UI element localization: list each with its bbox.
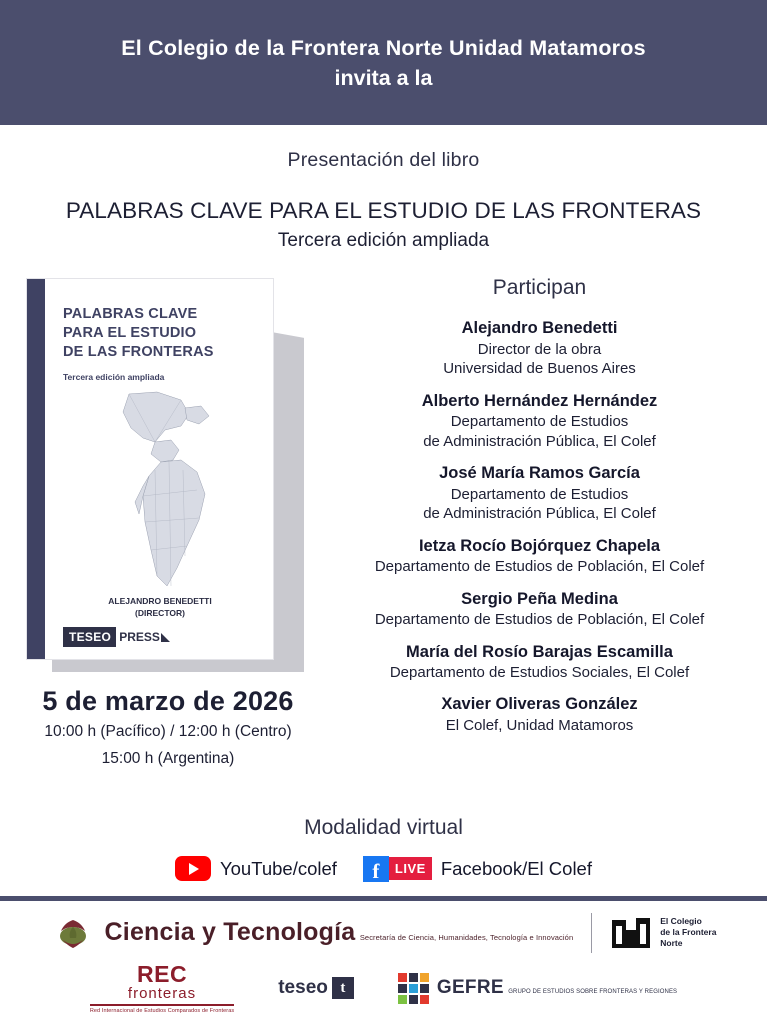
gob-text <box>105 919 574 945</box>
page-subtitle: Tercera edición ampliada <box>277 230 490 252</box>
rec-divider <box>90 1004 234 1006</box>
book-cover-figure <box>26 278 278 660</box>
participant-affiliation-2: Universidad de Buenos Aires <box>443 360 636 378</box>
book-front <box>45 279 273 659</box>
publisher-triangle-icon <box>161 633 170 642</box>
youtube-channel[interactable] <box>175 856 337 881</box>
cover-title-line-3: DE LAS FRONTERAS <box>63 344 214 360</box>
participant-affiliation-1: Departamento de Estudios <box>450 485 629 503</box>
header-line-1: El Colegio de la Frontera Norte Unidad Matamoros <box>121 36 646 60</box>
latin-america-map-illustration <box>63 390 257 597</box>
participant-affiliation-1: Departamento de Estudios Sociales, El Colef <box>389 663 690 681</box>
event-time-line-2: 15:00 h (Argentina) <box>101 749 235 767</box>
colef-line-1: El Colegio <box>660 915 702 926</box>
participant-affiliation-2: de Administración Pública, El Colef <box>423 505 656 523</box>
teseo-word: teseo <box>278 977 328 999</box>
youtube-label[interactable]: YouTube/colef <box>220 857 337 879</box>
participants-heading: Participan <box>492 276 587 300</box>
book-cover <box>26 278 274 660</box>
participant-item <box>330 463 749 523</box>
participant-name: María del Rosío Barajas Escamilla <box>406 642 673 661</box>
intro-section <box>0 125 767 172</box>
poster-header <box>0 0 767 125</box>
youtube-icon[interactable] <box>175 856 211 881</box>
participant-name: Alejandro Benedetti <box>461 319 618 338</box>
participant-name: Ietza Rocío Bojórquez Chapela <box>418 536 661 555</box>
facebook-icon[interactable] <box>363 856 432 882</box>
title-block <box>0 172 767 252</box>
event-time-line-1: 10:00 h (Pacífico) / 12:00 h (Centro) <box>44 723 292 741</box>
gob-title: Ciencia y Tecnología <box>104 918 356 947</box>
cover-subtitle: Tercera edición ampliada <box>63 371 165 382</box>
publisher-word: PRESS <box>119 630 160 645</box>
participant-affiliation-1: Director de la obra <box>477 340 602 358</box>
participant-name: Alberto Hernández Hernández <box>421 391 658 410</box>
channels-row <box>0 856 767 882</box>
participants-column <box>330 252 749 809</box>
colef-text <box>660 916 716 949</box>
publisher-logo <box>63 627 257 647</box>
rec-caption: Red Internacional de Estudios Comparados de Fronteras <box>89 1008 235 1014</box>
gob-subtitle: Secretaría de Ciencia, Humanidades, Tecnología e Innovación <box>359 933 574 943</box>
gefre-text <box>437 978 677 998</box>
colef-line-2: de la Frontera <box>660 926 717 937</box>
footer-logos-bottom <box>26 960 741 1015</box>
date-block <box>18 686 318 770</box>
cover-author-role: (DIRECTOR) <box>135 607 185 618</box>
participant-item <box>330 536 749 577</box>
publisher-mark: TESEO <box>63 627 116 647</box>
participant-name: José María Ramos García <box>439 464 640 483</box>
participant-affiliation-1: El Colef, Unidad Matamoros <box>445 716 634 734</box>
participant-affiliation-1: Departamento de Estudios de Población, El Colef <box>374 611 705 628</box>
gefre-logo <box>398 973 677 1004</box>
page-title: PALABRAS CLAVE PARA EL ESTUDIO DE LAS FRONTERAS <box>65 198 702 224</box>
teseo-logo <box>278 977 354 999</box>
facebook-letter: f <box>363 856 389 882</box>
facebook-live-badge: LIVE <box>389 857 432 880</box>
gefre-title: GEFRE <box>436 977 504 999</box>
rec-fronteras-logo <box>89 960 235 1015</box>
footer <box>0 901 767 1024</box>
event-date: 5 de marzo de 2026 <box>42 686 294 717</box>
rec-title: REC <box>137 960 188 987</box>
participant-item <box>330 642 749 683</box>
gefre-grid-icon <box>398 973 429 1004</box>
modalidad-section <box>0 810 767 882</box>
participant-name: Xavier Oliveras González <box>441 695 638 714</box>
header-line-2: invita a la <box>334 65 433 90</box>
participant-affiliation-1: Departamento de Estudios <box>450 413 629 431</box>
cover-title-line-1: PALABRAS CLAVE <box>63 306 198 323</box>
participant-item <box>330 589 749 630</box>
modalidad-title: Modalidad virtual <box>304 815 463 839</box>
presentation-label: Presentación del libro <box>287 149 480 172</box>
cover-author <box>63 596 257 619</box>
cover-author-name: ALEJANDRO BENEDETTI <box>108 596 212 607</box>
participant-item <box>330 318 749 378</box>
main-content <box>0 252 767 809</box>
footer-logos-top <box>26 913 741 953</box>
participant-item <box>330 694 749 735</box>
facebook-channel[interactable] <box>363 856 592 882</box>
rec-subtitle: fronteras <box>127 984 197 1002</box>
participant-affiliation-1: Departamento de Estudios de Población, El Colef <box>374 558 705 576</box>
colef-mark-icon <box>610 914 652 952</box>
participant-item <box>330 391 749 451</box>
colef-line-3: Norte <box>660 938 683 949</box>
book-spine <box>27 279 45 659</box>
left-column <box>18 252 330 809</box>
facebook-label[interactable]: Facebook/El Colef <box>440 857 592 879</box>
cover-title-line-2: PARA EL ESTUDIO <box>63 325 197 342</box>
participant-name: Sergio Peña Medina <box>461 589 618 608</box>
participant-affiliation-2: de Administración Pública, El Colef <box>423 432 656 450</box>
gefre-subtitle: GRUPO DE ESTUDIOS SOBRE FRONTERAS Y REGIONES <box>508 989 678 996</box>
teseo-letter-icon: t <box>332 977 354 999</box>
footer-vertical-divider <box>591 913 592 953</box>
gob-logo <box>51 913 574 953</box>
colef-logo <box>610 914 716 952</box>
eagle-icon <box>51 913 95 953</box>
